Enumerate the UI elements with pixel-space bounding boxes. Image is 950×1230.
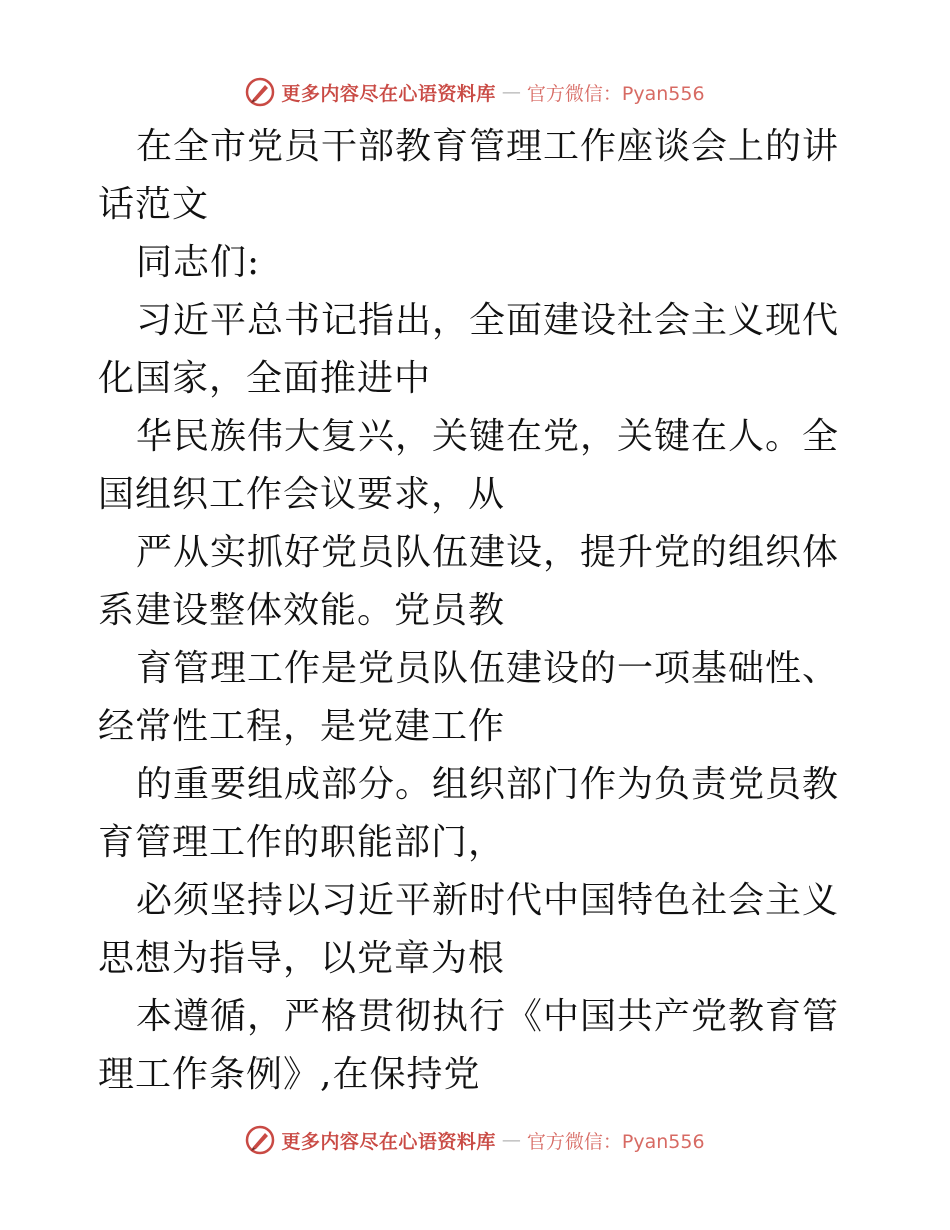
paragraph: 必须坚持以习近平新时代中国特色社会主义思想为指导，以党章为根 (98, 880, 840, 979)
paragraph: 本遵循，严格贯彻执行《中国共产党教育管理工作条例》,在保持党 (98, 996, 840, 1095)
banner-text: 更多内容尽在心语资料库 (281, 82, 496, 105)
salutation: 同志们: (136, 242, 261, 283)
banner (245, 1125, 704, 1155)
header-banner (0, 72, 950, 112)
banner-separator: — (501, 1129, 521, 1151)
banner-separator: — (501, 81, 521, 103)
paragraph: 的重要组成部分。组织部门作为负责党员教育管理工作的职能部门， (98, 764, 840, 863)
footer-banner (0, 1120, 950, 1160)
paragraph: 华民族伟大复兴，关键在党，关键在人。全国组织工作会议要求，从 (98, 416, 840, 515)
pen-logo-icon (245, 77, 275, 107)
paragraph: 严从实抓好党员队伍建设，提升党的组织体系建设整体效能。党员教 (98, 532, 840, 631)
paragraph: 育管理工作是党员队伍建设的一项基础性、经常性工程，是党建工作 (98, 648, 840, 747)
banner (245, 77, 704, 107)
banner-wechat: 官方微信：Pyan556 (526, 1130, 705, 1153)
banner-text: 更多内容尽在心语资料库 (281, 1130, 496, 1153)
document-title: 在全市党员干部教育管理工作座谈会上的讲话范文 (98, 126, 840, 225)
document-body (98, 118, 858, 1104)
paragraph: 习近平总书记指出，全面建设社会主义现代化国家，全面推进中 (98, 300, 840, 399)
banner-wechat: 官方微信：Pyan556 (526, 82, 705, 105)
pen-logo-icon (245, 1125, 275, 1155)
